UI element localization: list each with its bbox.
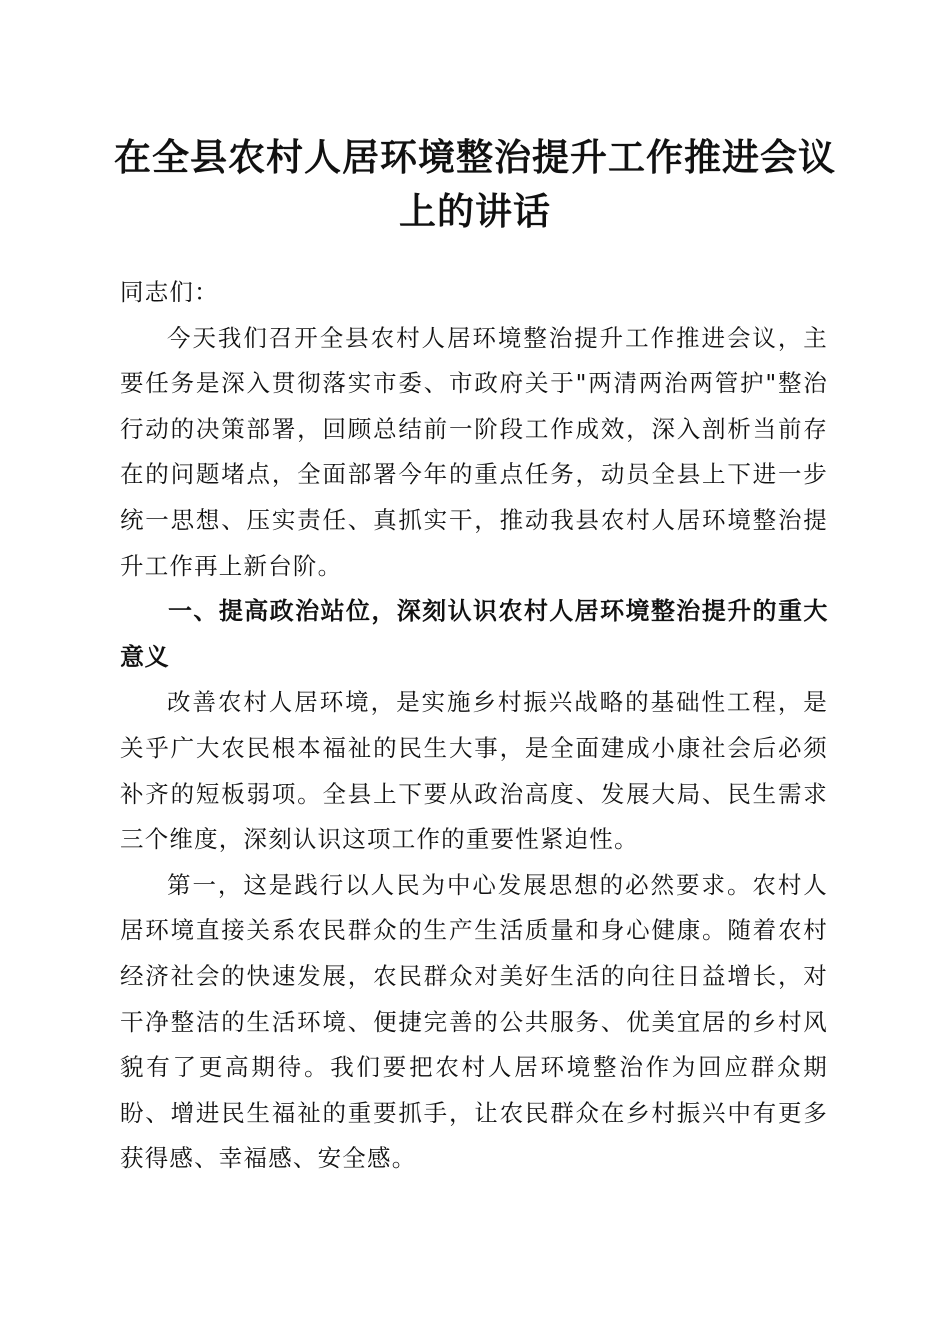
document-title: 在全县农村人居环境整治提升工作推进会议上的讲话	[114, 135, 836, 233]
document-body	[120, 270, 828, 1182]
section-paragraph-2: 第一，这是践行以人民为中心发展思想的必然要求。农村人居环境直接关系农民群众的生产生活质量和身心健康。随着农村经济社会的快速发展，农民群众对美好生活的向往日益增长，对干净整洁的生活环境、便捷完善的公共服务、优美宜居的乡村风貌有了更高期待。我们要把农村人居环境整治作为回应群众期盼、增进民生福祉的重要抓手，让农民群众在乡村振兴中有更多获得感、幸福感、安全感。	[120, 870, 828, 1173]
salutation: 同志们：	[120, 278, 219, 306]
intro-paragraph: 今天我们召开全县农村人居环境整治提升工作推进会议，主要任务是深入贯彻落实市委、市政府关于"两清两治两管护"整治行动的决策部署，回顾总结前一阶段工作成效，深入剖析当前存在的问题堵点，全面部署今年的重点任务，动员全县上下进一步统一思想、压实责任、真抓实干，推动我县农村人居环境整治提升工作再上新台阶。	[120, 323, 828, 580]
section-paragraph-1: 改善农村人居环境，是实施乡村振兴战略的基础性工程，是关乎广大农民根本福祉的民生大事，是全面建成小康社会后必须补齐的短板弱项。全县上下要从政治高度、发展大局、民生需求三个维度，深刻认识这项工作的重要性紧迫性。	[120, 688, 828, 854]
section-heading: 一、提高政治站位，深刻认识农村人居环境整治提升的重大意义	[120, 597, 828, 671]
